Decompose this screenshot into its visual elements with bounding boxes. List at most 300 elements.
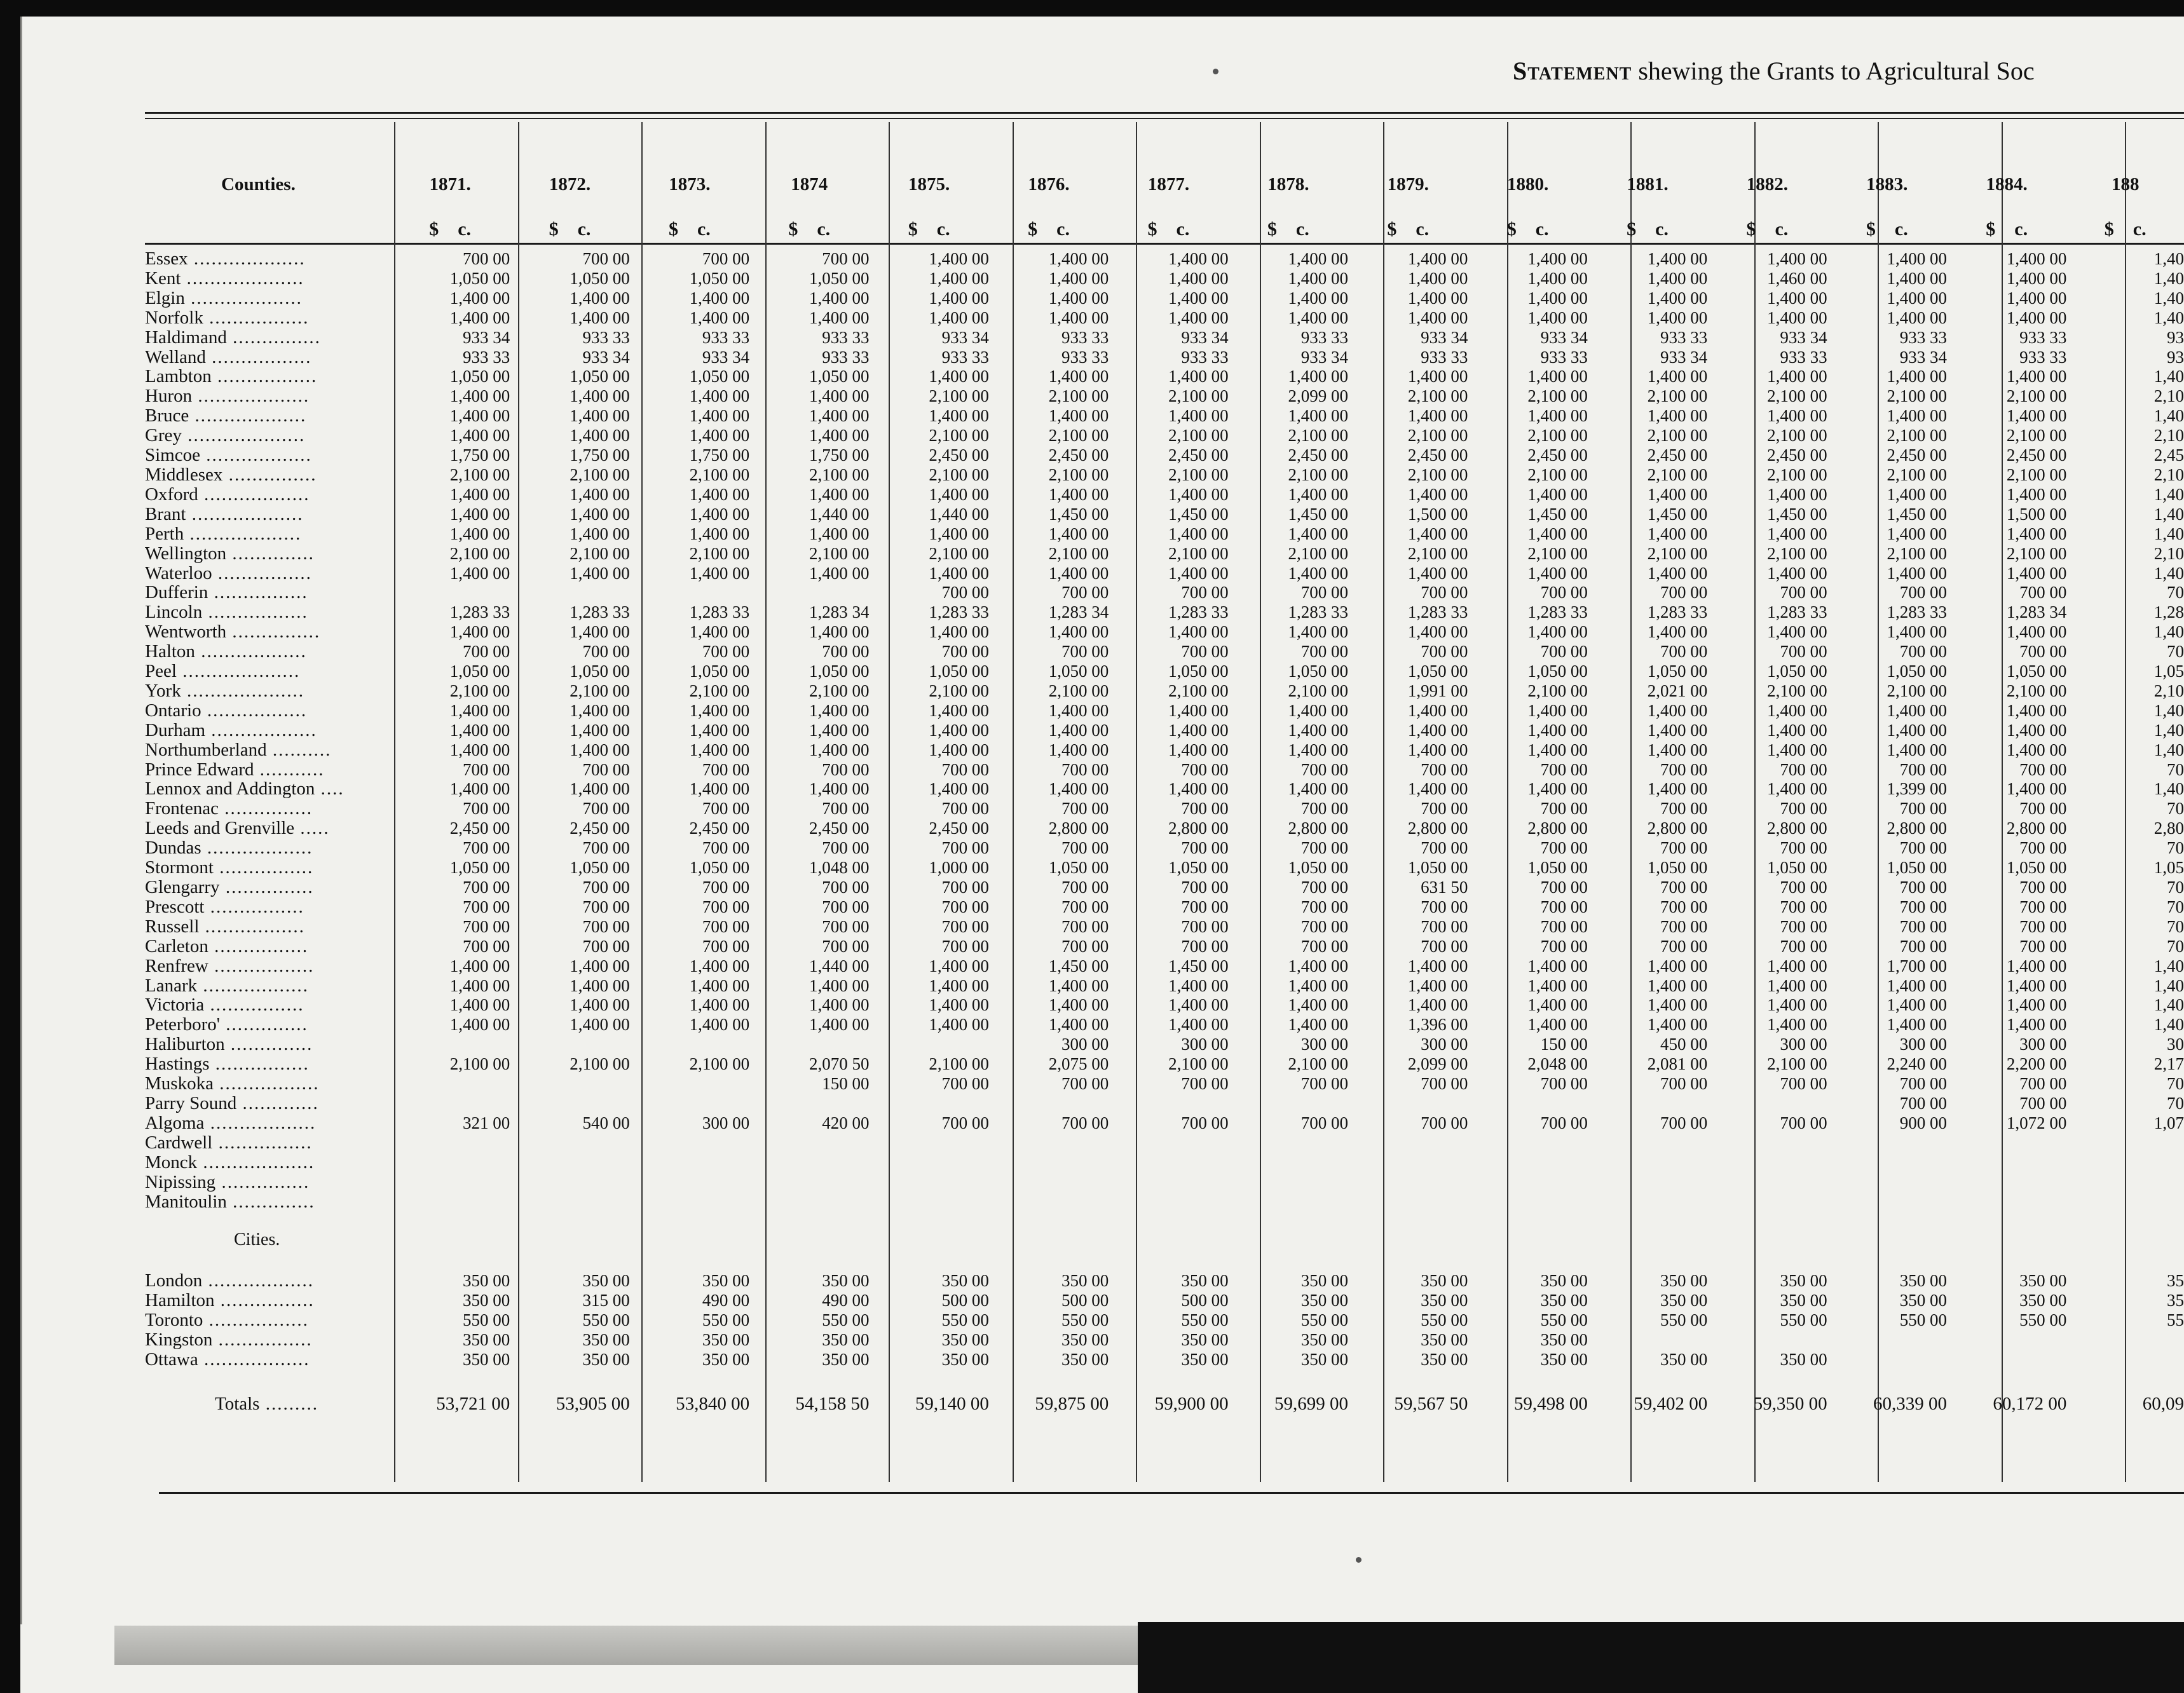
grant-value: 1,460 00 — [1767, 268, 1827, 288]
county-name — [145, 524, 390, 544]
grant-value: 700 00 — [463, 878, 510, 897]
grant-value: 1,400 00 — [1407, 740, 1468, 759]
grant-value: 1,400 00 — [570, 288, 630, 308]
grant-value — [2066, 1173, 2184, 1192]
county-name — [145, 308, 390, 328]
grant-value: 1,400 00 — [929, 268, 989, 288]
grant-value: 550 00 — [941, 1310, 989, 1330]
county-row — [145, 1035, 2184, 1054]
grant-value: 1,400 00 — [570, 976, 630, 995]
grant-value — [1707, 1094, 1827, 1113]
units-cell — [390, 210, 510, 249]
totals-label — [145, 1370, 390, 1439]
grant-value: 350 00 — [1061, 1350, 1109, 1370]
county-name — [145, 289, 390, 308]
grant-value: 1,400 00 — [689, 524, 750, 543]
grant-value: 1,400 00 — [689, 976, 750, 995]
dot-leader: .................. — [201, 838, 313, 859]
county-name — [145, 662, 390, 681]
grant-value: 700 00 — [1660, 838, 1708, 858]
grant-value: 933 33 — [822, 327, 870, 347]
county-label: Lanark — [145, 976, 198, 996]
county-row — [145, 386, 2184, 406]
grant-value — [1348, 1153, 1468, 1173]
grant-value — [1109, 1153, 1228, 1173]
grant-value: 1,050 00 — [1527, 662, 1588, 681]
grant-value: 1,400 00 — [929, 484, 989, 504]
grant-value: 700 00 — [582, 249, 630, 268]
grant-value: 1,40 — [2153, 524, 2184, 543]
dot-leader: ............... — [215, 1172, 310, 1192]
grant-value: 2,100 00 — [1288, 681, 1349, 700]
grant-value — [989, 1094, 1109, 1113]
grant-value: 1,400 00 — [1407, 976, 1468, 995]
grant-value: 1,400 00 — [1048, 308, 1109, 327]
grant-value: 700 00 — [2019, 1093, 2067, 1113]
grant-value — [1588, 1173, 1707, 1192]
grant-value: 350 00 — [582, 1350, 630, 1370]
grant-value: 93 — [2167, 327, 2184, 347]
grant-value: 1,400 00 — [570, 308, 630, 327]
total-value: 59,699 00 — [1274, 1394, 1349, 1415]
grant-value: 700 00 — [941, 936, 989, 956]
grant-value: 1,400 00 — [1527, 720, 1588, 740]
grant-value: 1,050 00 — [449, 858, 510, 878]
county-row — [145, 289, 2184, 308]
grant-value: 550 00 — [1421, 1310, 1468, 1330]
dollar-unit: $ — [788, 218, 798, 240]
grant-value: 700 00 — [1660, 936, 1708, 956]
grant-value: 1,400 00 — [809, 426, 870, 445]
dollar-unit: $ — [1028, 218, 1038, 240]
grant-value: 700 00 — [1780, 642, 1827, 662]
grant-value — [630, 1074, 749, 1094]
grant-value: 1,283 33 — [1407, 602, 1468, 622]
grant-value: 1,050 00 — [570, 662, 630, 681]
grant-value: 700 00 — [1300, 897, 1349, 916]
grant-value: 700 00 — [1421, 759, 1468, 779]
grant-value — [869, 1173, 988, 1192]
grant-value: 700 00 — [1899, 897, 1947, 916]
grant-value: 550 00 — [1300, 1310, 1349, 1330]
grant-value: 700 00 — [702, 838, 750, 858]
grant-value: 1,400 00 — [1527, 406, 1588, 426]
grant-value: 1,400 00 — [1168, 249, 1229, 268]
grant-value: 1,050 00 — [1527, 858, 1588, 878]
grant-value: 700 00 — [941, 642, 989, 662]
county-name — [145, 878, 390, 897]
county-label: Haliburton — [145, 1035, 225, 1055]
grant-value: 700 00 — [1181, 1074, 1229, 1094]
grant-value: 1,400 00 — [1527, 288, 1588, 308]
grant-value: 700 00 — [1780, 1074, 1827, 1094]
grant-value: 700 00 — [1181, 642, 1229, 662]
grant-value: 700 00 — [1061, 1074, 1109, 1094]
grant-value: 1,750 00 — [809, 445, 870, 465]
grant-value: 700 00 — [463, 759, 510, 779]
county-name — [145, 701, 390, 721]
grant-value: 350 00 — [1421, 1350, 1468, 1370]
grant-value: 1,400 00 — [1168, 995, 1229, 1015]
grant-value: 1,450 00 — [1527, 504, 1588, 524]
grant-value: 1,400 00 — [1887, 740, 1947, 759]
grant-value — [749, 1094, 869, 1113]
county-label: Waterloo — [145, 563, 212, 583]
grant-value: 2,100 00 — [929, 543, 989, 563]
grant-value: 2,081 00 — [1647, 1054, 1708, 1074]
grant-value: 1,400 00 — [1767, 406, 1827, 426]
grant-value: 1,400 00 — [570, 484, 630, 504]
year-column-header: 1872. — [549, 173, 591, 194]
county-label: Grey — [145, 426, 182, 446]
grant-value: 1,400 00 — [689, 720, 750, 740]
city-row — [145, 1271, 2184, 1291]
grant-value: 700 00 — [1421, 897, 1468, 916]
grant-value — [390, 583, 510, 602]
grant-value: 1,400 00 — [1767, 308, 1827, 327]
year-column-header: 1871. — [429, 173, 471, 194]
grant-value: 2,021 00 — [1647, 681, 1708, 700]
dot-leader: ................... — [186, 504, 304, 524]
grant-value: 700 00 — [1421, 642, 1468, 662]
grant-value: 1,400 00 — [1887, 563, 1947, 583]
total-value: 59,140 00 — [915, 1394, 989, 1415]
grant-value: 2,100 00 — [2006, 543, 2067, 563]
grant-value — [1947, 1350, 2066, 1370]
grant-value — [989, 1192, 1109, 1212]
grant-value: 350 00 — [1660, 1350, 1708, 1370]
grant-value: 1,400 00 — [449, 1015, 510, 1035]
grant-value: 700 00 — [1660, 916, 1708, 936]
grant-value: 550 00 — [1660, 1310, 1708, 1330]
grant-value: 350 00 — [582, 1330, 630, 1350]
grant-value: 70 — [2167, 1093, 2184, 1113]
grant-value: 1,400 00 — [570, 1015, 630, 1035]
dot-leader: ..... — [294, 819, 330, 839]
totals-label-text: Totals — [215, 1394, 260, 1415]
county-label: Kingston — [145, 1330, 213, 1350]
grant-value: 1,050 00 — [1887, 662, 1947, 681]
grant-value: 1,400 00 — [1647, 976, 1708, 995]
grant-value: 1,050 00 — [1168, 662, 1229, 681]
county-row — [145, 249, 2184, 269]
total-value: 53,905 00 — [556, 1394, 630, 1415]
grant-value: 700 00 — [822, 838, 870, 858]
county-name — [145, 1271, 390, 1291]
county-label: Peterboro' — [145, 1015, 220, 1035]
dot-leader: ................ — [212, 563, 312, 583]
county-name — [145, 564, 390, 583]
year-column-header: 1873. — [669, 173, 711, 194]
grant-value: 1,400 00 — [1887, 720, 1947, 740]
grant-value: 1,400 00 — [449, 308, 510, 327]
grant-value: 1,400 00 — [1767, 524, 1827, 543]
grant-value: 1,050 00 — [1048, 858, 1109, 878]
grant-value: 2,100 00 — [570, 1054, 630, 1074]
total-value: 60,172 00 — [1993, 1394, 2067, 1415]
grant-value: 700 00 — [1061, 583, 1109, 602]
county-row — [145, 642, 2184, 662]
grant-value: 700 00 — [1660, 897, 1708, 916]
year-column-header: 1883. — [1866, 173, 1908, 194]
grant-value — [1947, 1192, 2066, 1212]
grant-value: 1,400 00 — [1168, 700, 1229, 720]
grant-value — [2066, 1153, 2184, 1173]
grant-value: 300 00 — [1181, 1035, 1229, 1054]
grant-value: 350 00 — [1540, 1271, 1588, 1291]
grant-value: 350 00 — [1540, 1291, 1588, 1310]
county-label: Huron — [145, 386, 193, 407]
grant-value — [1348, 1192, 1468, 1212]
grant-value — [1827, 1192, 1947, 1212]
grant-value: 1,400 00 — [2006, 976, 2067, 995]
grant-value: 1,40 — [2153, 249, 2184, 268]
grant-value — [1109, 1192, 1228, 1212]
grant-value: 1,400 00 — [1767, 484, 1827, 504]
grant-value: 350 00 — [1899, 1291, 1947, 1310]
grant-value: 700 00 — [2019, 583, 2067, 602]
grant-value: 933 34 — [1780, 327, 1827, 347]
grant-value: 2,100 00 — [1407, 426, 1468, 445]
grant-value: 1,400 00 — [1527, 779, 1588, 799]
grant-value: 2,100 00 — [1887, 426, 1947, 445]
dot-leader: ......... — [259, 1394, 318, 1415]
grant-value: 700 00 — [1300, 916, 1349, 936]
grant-value: 1,400 00 — [689, 308, 750, 327]
grant-value: 700 00 — [1181, 838, 1229, 858]
grant-value: 1,400 00 — [570, 563, 630, 583]
grant-value: 2,100 00 — [929, 1054, 989, 1074]
grant-value: 1,400 00 — [1527, 700, 1588, 720]
grant-value: 1,400 00 — [1647, 288, 1708, 308]
dot-leader: ................. — [205, 347, 312, 367]
grant-value: 1,400 00 — [1647, 268, 1708, 288]
grant-value: 2,450 00 — [1527, 445, 1588, 465]
grant-value: 1,050 00 — [1887, 858, 1947, 878]
grant-value: 700 00 — [941, 1074, 989, 1094]
grant-value: 1,400 00 — [1168, 720, 1229, 740]
county-name — [145, 1113, 390, 1133]
grant-value: 700 00 — [2019, 936, 2067, 956]
dot-leader: ................. — [203, 308, 310, 328]
grant-value: 1,072 00 — [2006, 1113, 2067, 1132]
county-name — [145, 937, 390, 956]
grant-value: 2,100 00 — [1407, 465, 1468, 484]
grant-value: 1,400 00 — [1407, 700, 1468, 720]
grant-value: 30 — [2167, 1035, 2184, 1054]
grant-value: 70 — [2167, 799, 2184, 819]
grant-value: 2,100 00 — [1647, 426, 1708, 445]
grant-value: 1,750 00 — [570, 445, 630, 465]
grant-value: 350 00 — [822, 1271, 870, 1291]
cents-unit: c. — [1416, 218, 1430, 240]
county-name — [145, 681, 390, 701]
grant-value: 1,750 00 — [449, 445, 510, 465]
units-cell — [510, 210, 629, 249]
grant-value: 1,050 00 — [689, 858, 750, 878]
grant-value: 1,400 00 — [1887, 268, 1947, 288]
county-label: Halton — [145, 642, 195, 662]
grant-value: 1,400 00 — [1767, 622, 1827, 642]
grant-value: 1,450 00 — [1168, 504, 1229, 524]
grant-value: 700 00 — [1899, 583, 1947, 602]
year-column-header: 1875. — [908, 173, 950, 194]
grant-value: 1,283 33 — [1527, 602, 1588, 622]
county-label: Carleton — [145, 936, 208, 956]
grant-value: 2,100 00 — [449, 465, 510, 484]
grant-value: 1,40 — [2153, 563, 2184, 583]
grant-value: 2,100 00 — [1288, 543, 1349, 563]
grant-value: 1,400 00 — [1407, 308, 1468, 327]
grant-value — [1348, 1133, 1468, 1153]
dollar-unit: $ — [1147, 218, 1157, 240]
county-row — [145, 878, 2184, 897]
grant-value: 2,450 00 — [2006, 445, 2067, 465]
grant-value: 1,400 00 — [1887, 406, 1947, 426]
grant-value: 2,100 00 — [1048, 543, 1109, 563]
county-name — [145, 249, 390, 269]
county-name — [145, 465, 390, 485]
grant-value: 700 00 — [822, 799, 870, 819]
dot-leader: .............. — [226, 543, 315, 564]
grant-value: 550 00 — [1540, 1310, 1588, 1330]
dot-leader: .................. — [198, 484, 310, 505]
grant-value: 350 00 — [463, 1291, 510, 1310]
grant-value: 2,100 00 — [1647, 386, 1708, 406]
dot-leader: .............. — [219, 1015, 308, 1035]
grant-value: 1,400 00 — [1407, 563, 1468, 583]
grant-value: 1,400 00 — [1048, 367, 1109, 386]
dot-leader: ................... — [189, 406, 307, 426]
grant-value: 350 00 — [1421, 1330, 1468, 1350]
grant-value: 1,283 34 — [809, 602, 870, 622]
county-label: Welland — [145, 347, 206, 367]
county-row — [145, 367, 2184, 386]
county-name — [145, 779, 390, 799]
dot-leader: ................. — [202, 602, 308, 623]
county-label: Elgin — [145, 288, 185, 308]
table-bottom-rule — [159, 1492, 2184, 1494]
grant-value: 1,050 00 — [809, 367, 870, 386]
grant-value: 300 00 — [1421, 1035, 1468, 1054]
grant-value: 1,400 00 — [1887, 976, 1947, 995]
grant-value: 1,400 00 — [929, 976, 989, 995]
grant-value: 700 00 — [2019, 759, 2067, 779]
grant-value: 1,400 00 — [570, 386, 630, 406]
grant-value: 350 00 — [1660, 1291, 1708, 1310]
county-label: London — [145, 1271, 203, 1291]
units-cell — [1109, 210, 1228, 249]
grant-value: 1,400 00 — [1527, 524, 1588, 543]
county-name — [145, 740, 390, 760]
grant-value: 700 00 — [1300, 1113, 1349, 1132]
grant-value — [1109, 1094, 1228, 1113]
year-column-header: 1884. — [1986, 173, 2028, 194]
grant-value: 700 00 — [1899, 642, 1947, 662]
grant-value: 1,050 00 — [1407, 662, 1468, 681]
grant-value: 1,400 00 — [1407, 249, 1468, 268]
grant-value: 2,800 00 — [1767, 819, 1827, 838]
grant-value: 350 00 — [1780, 1271, 1827, 1291]
grant-value: 1,400 00 — [1048, 524, 1109, 543]
grant-value: 1,400 00 — [689, 288, 750, 308]
grant-value: 700 00 — [582, 799, 630, 819]
grant-value: 93 — [2167, 347, 2184, 367]
grant-value: 700 00 — [1421, 583, 1468, 602]
county-label: Cardwell — [145, 1132, 213, 1153]
grant-value: 1,400 00 — [1407, 720, 1468, 740]
county-label: Hastings — [145, 1054, 210, 1075]
dot-leader: .................. — [195, 642, 307, 662]
cents-unit: c. — [1655, 218, 1669, 240]
header-top-rule-thin — [145, 118, 2184, 119]
county-row — [145, 564, 2184, 583]
grant-value: 1,283 33 — [1647, 602, 1708, 622]
grant-value: 550 00 — [1181, 1310, 1229, 1330]
total-value: 60,09 — [2142, 1394, 2184, 1415]
grant-value: 1,400 00 — [1048, 995, 1109, 1015]
grant-value: 2,100 00 — [1527, 426, 1588, 445]
grant-value — [1468, 1133, 1587, 1153]
grant-value: 700 00 — [1780, 897, 1827, 916]
grant-value: 2,100 00 — [929, 386, 989, 406]
county-row — [145, 348, 2184, 367]
total-value: 60,339 00 — [1873, 1394, 1947, 1415]
grant-value: 1,400 00 — [2006, 956, 2067, 976]
county-label: Monck — [145, 1152, 198, 1173]
grant-value: 700 00 — [582, 642, 630, 662]
grant-value: 1,050 00 — [689, 367, 750, 386]
grant-value: 933 34 — [1660, 347, 1708, 367]
grant-value: 700 00 — [1540, 642, 1588, 662]
grant-value: 700 00 — [1421, 799, 1468, 819]
grant-value: 700 00 — [1061, 916, 1109, 936]
grant-value: 700 00 — [702, 936, 750, 956]
grant-value: 2,800 00 — [1407, 819, 1468, 838]
grant-value: 1,400 00 — [2006, 779, 2067, 799]
county-row — [145, 937, 2184, 956]
grant-value: 933 34 — [1899, 347, 1947, 367]
grant-value: 700 00 — [1660, 583, 1708, 602]
grant-value: 300 00 — [1061, 1035, 1109, 1054]
grant-value — [510, 1094, 629, 1113]
grant-value: 1,400 00 — [1767, 720, 1827, 740]
grant-value: 700 00 — [1061, 1113, 1109, 1132]
grant-value — [749, 1173, 869, 1192]
grant-value: 1,400 00 — [929, 700, 989, 720]
grant-value: 2,100 00 — [689, 465, 750, 484]
grant-value: 1,05 — [2153, 858, 2184, 878]
dot-leader: ................. — [201, 700, 308, 721]
county-label: Frontenac — [145, 799, 219, 819]
grant-value: 1,050 00 — [449, 367, 510, 386]
grant-value: 1,400 00 — [570, 524, 630, 543]
total-value: 59,900 00 — [1154, 1394, 1229, 1415]
grant-value — [749, 583, 869, 602]
county-row — [145, 858, 2184, 878]
scan-left-border — [0, 0, 20, 1693]
grant-value: 2,100 00 — [449, 681, 510, 700]
grant-value: 1,400 00 — [809, 740, 870, 759]
grant-value: 350 00 — [1061, 1271, 1109, 1291]
grant-value: 1,40 — [2153, 700, 2184, 720]
county-label: Renfrew — [145, 956, 208, 976]
grant-value: 2,100 00 — [1288, 1054, 1349, 1074]
header-top-rule — [145, 112, 2184, 114]
grant-value — [1827, 1173, 1947, 1192]
county-label: Glengarry — [145, 878, 220, 897]
county-name — [145, 1291, 390, 1310]
